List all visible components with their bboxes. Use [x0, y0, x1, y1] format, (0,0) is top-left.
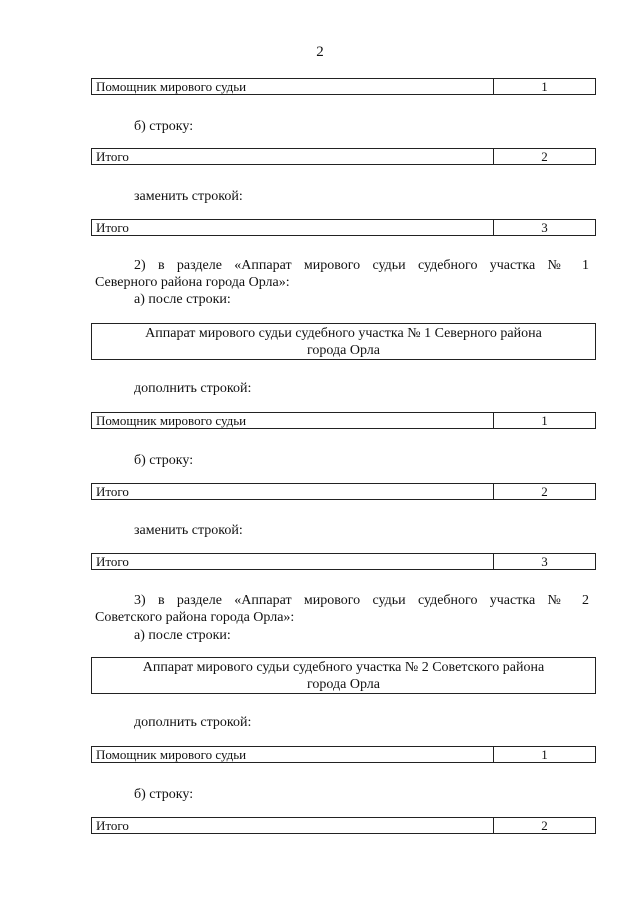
- row-label: Помощник мирового судьи: [92, 413, 494, 428]
- table-row: [91, 219, 596, 236]
- table-row: [91, 553, 596, 570]
- row-label: Итого: [92, 818, 494, 833]
- row-value: 3: [541, 554, 548, 569]
- table-row: [91, 746, 596, 763]
- page-number: 2: [316, 44, 324, 60]
- section-paragraph: [95, 257, 589, 291]
- row-label: Помощник мирового судьи: [92, 747, 494, 762]
- row-value: 3: [541, 220, 548, 235]
- paragraph-first-line: 2) в разделе «Аппарат мирового судьи судебного участка № 1: [134, 258, 589, 273]
- box-line: города Орла: [307, 343, 380, 358]
- row-value: 1: [541, 79, 548, 94]
- row-label: Помощник мирового судьи: [92, 79, 494, 94]
- table-row: [91, 483, 596, 500]
- instruction-line: б) строку:: [134, 453, 194, 468]
- row-label: Итого: [92, 484, 494, 499]
- instruction-line: а) после строки:: [134, 292, 231, 307]
- paragraph-second-line: Северного района города Орла»:: [95, 275, 290, 290]
- instruction-line: дополнить строкой:: [134, 715, 252, 730]
- table-row: [91, 412, 596, 429]
- instruction-line: заменить строкой:: [134, 523, 243, 538]
- instruction-line: б) строку:: [134, 787, 194, 802]
- instruction-line: б) строку:: [134, 119, 194, 134]
- section-title-box: [91, 657, 596, 694]
- row-value: 1: [541, 413, 548, 428]
- row-label: Итого: [92, 149, 494, 164]
- instruction-line: а) после строки:: [134, 628, 231, 643]
- paragraph-first-line: 3) в разделе «Аппарат мирового судьи судебного участка № 2: [134, 593, 589, 608]
- row-value: 2: [541, 484, 548, 499]
- instruction-line: заменить строкой:: [134, 189, 243, 204]
- row-value: 2: [541, 818, 548, 833]
- table-row: [91, 817, 596, 834]
- box-line: города Орла: [307, 677, 380, 692]
- section-title-box: [91, 323, 596, 360]
- box-line: Аппарат мирового судьи судебного участка № 2 Советского района: [142, 660, 545, 675]
- section-paragraph: [95, 592, 589, 626]
- table-row: [91, 148, 596, 165]
- instruction-line: дополнить строкой:: [134, 381, 252, 396]
- row-value: 2: [541, 149, 548, 164]
- row-label: Итого: [92, 220, 494, 235]
- row-label: Итого: [92, 554, 494, 569]
- box-line: Аппарат мирового судьи судебного участка № 1 Северного района: [145, 326, 542, 341]
- row-value: 1: [541, 747, 548, 762]
- table-row: [91, 78, 596, 95]
- paragraph-second-line: Советского района города Орла»:: [95, 610, 295, 625]
